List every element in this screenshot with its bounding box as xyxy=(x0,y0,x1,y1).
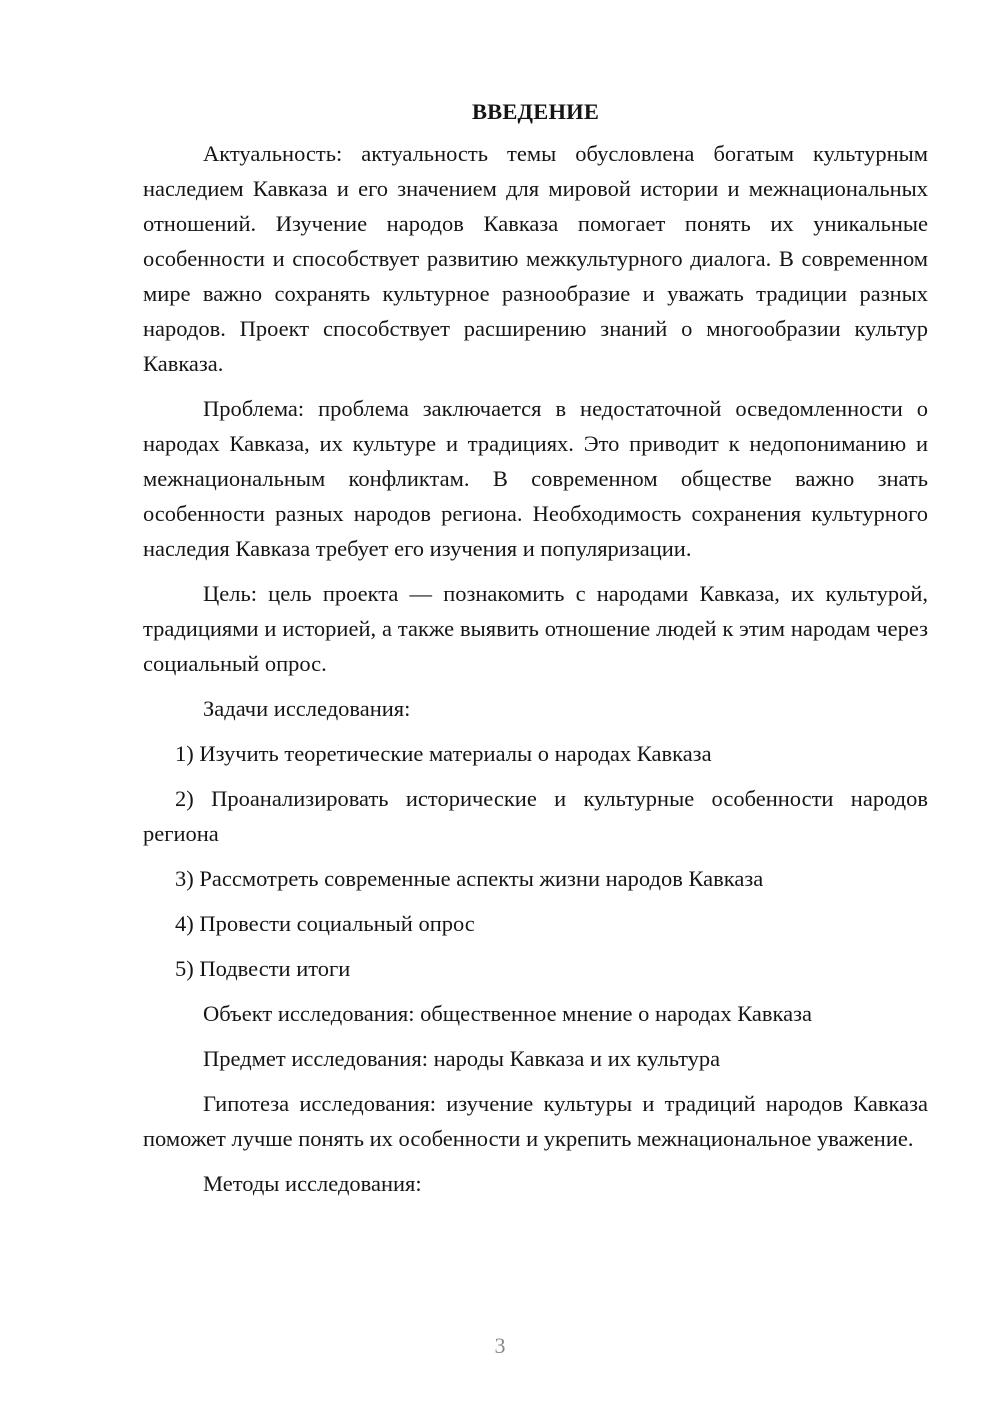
task-item-1: 1) Изучить теоретические материалы о народах Кавказа xyxy=(175,741,712,766)
task-item-2: 2) Проанализировать исторические и культурные особенности народов региона xyxy=(143,786,928,846)
task-item-5: 5) Подвести итоги xyxy=(175,956,351,981)
relevance-paragraph: Актуальность: актуальность темы обусловлена богатым культурным наследием Кавказа и его значением для мировой истории и межнациональных отношений. Изучение народов Кавказа помогает понять их уникальные особенности и способствует развитию межкультурного диалога. В современном мире важно сохранять культурное разнообразие и уважать традиции разных народов. Проект способствует расширению знаний о многообразии культур Кавказа. xyxy=(143,141,928,376)
task-item-3: 3) Рассмотреть современные аспекты жизни народов Кавказа xyxy=(175,866,764,891)
task-item-4: 4) Провести социальный опрос xyxy=(175,911,475,936)
hypothesis-paragraph: Гипотеза исследования: изучение культуры и традиций народов Кавказа поможет лучше понять их особенности и укрепить межнациональное уважение. xyxy=(143,1091,928,1151)
tasks-heading: Задачи исследования: xyxy=(203,696,411,721)
page-content xyxy=(143,94,928,1211)
methods-heading: Методы исследования: xyxy=(203,1171,422,1196)
page-title: ВВЕДЕНИЕ xyxy=(471,99,600,124)
page-number: 3 xyxy=(494,1333,506,1358)
object-paragraph: Объект исследования: общественное мнение о народах Кавказа xyxy=(203,1001,812,1026)
goal-paragraph: Цель: цель проекта — познакомить с народами Кавказа, их культурой, традициями и историей, а также выявить отношение людей к этим народам через социальный опрос. xyxy=(143,581,928,676)
problem-paragraph: Проблема: проблема заключается в недостаточной осведомленности о народах Кавказа, их культуре и традициях. Это приводит к недопониманию и межнациональным конфликтам. В современном обществе важно знать особенности разных народов региона. Необходимость сохранения культурного наследия Кавказа требует его изучения и популяризации. xyxy=(143,396,928,561)
subject-paragraph: Предмет исследования: народы Кавказа и их культура xyxy=(203,1046,721,1071)
